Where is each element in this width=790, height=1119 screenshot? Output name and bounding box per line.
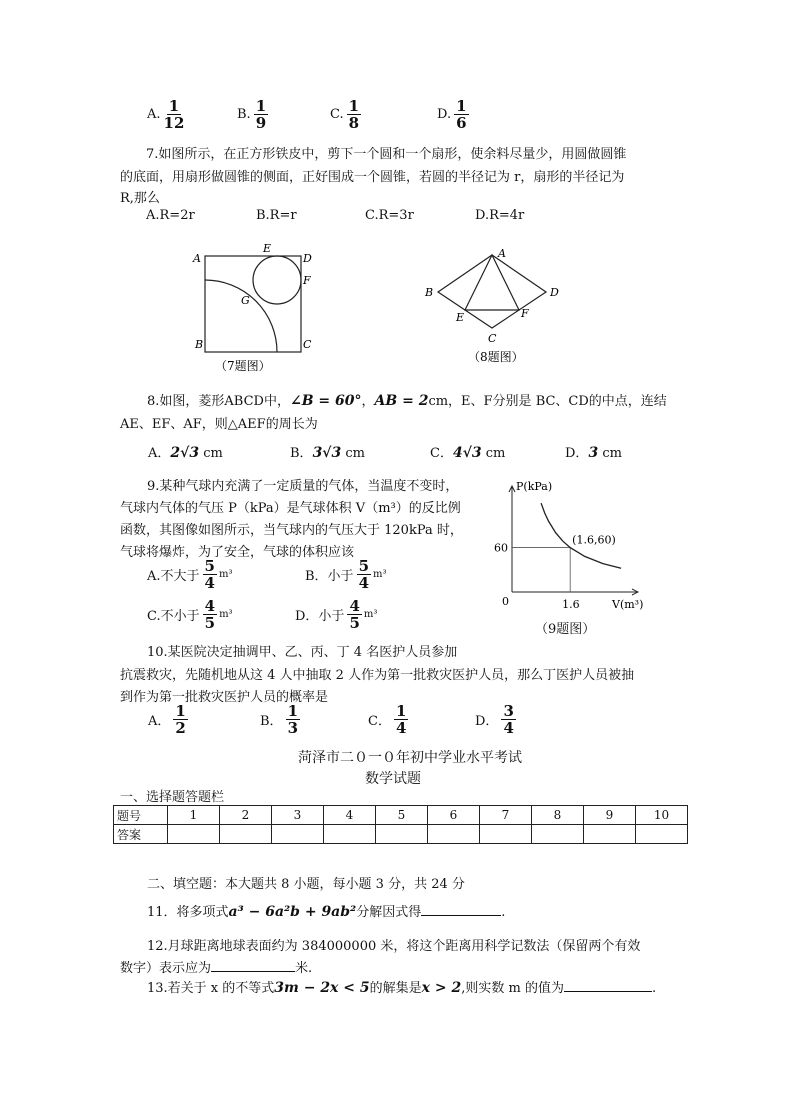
answer-cell[interactable]	[324, 825, 376, 844]
polynomial: a³ − 6a²b + 9ab²	[228, 904, 357, 920]
label-d: D	[303, 252, 312, 265]
rhombus	[438, 255, 546, 328]
q12-blank[interactable]	[211, 971, 295, 972]
label-f: F	[521, 307, 529, 320]
fraction: $\frac{1}{6}$	[456, 97, 467, 132]
q10-line2: 抗震救灾，先随机地从这 4 人中抽取 2 人作为第一批救灾医护人员，那么丁医护人员被抽	[120, 668, 635, 683]
q10-option-c: C． $\frac{1}{4}$	[368, 702, 407, 737]
label-c: C	[488, 332, 497, 345]
q6-option-d: D. $\frac{1}{6}$	[437, 97, 467, 132]
answer-cell[interactable]	[636, 825, 688, 844]
q11: 11．将多项式a³ − 6a²b + 9ab²分解因式得 .	[147, 904, 506, 920]
inequality: 3m − 2x < 5	[274, 980, 370, 996]
fraction: $\frac{5}{4}$	[358, 557, 369, 592]
q7-line2: 的底面，用扇形做圆锥的侧面，正好围成一个圆锥，若圆的半径记为 r，扇形的半径记为	[120, 170, 625, 185]
section1-title: 一、选择题答题栏	[120, 790, 225, 805]
label-d: D	[550, 286, 559, 299]
q10-line3: 到作为第一批救灾医护人员的概率是	[120, 690, 329, 705]
q9-option-a: A.不大于 $\frac{5}{4}$ m³	[147, 557, 233, 592]
label-b: B	[425, 286, 434, 299]
q8-option-c: C．4√3 cm	[430, 445, 506, 461]
table-number: 2	[220, 806, 272, 825]
fraction: $\frac{1}{12}$	[163, 97, 185, 132]
small-circle	[253, 256, 301, 304]
label-b: B	[195, 338, 204, 351]
q13: 13.若关于 x 的不等式3m − 2x < 5的解集是x > 2,则实数 m 的值为 .	[147, 980, 657, 996]
q9-caption: （9题图）	[535, 622, 596, 637]
q10-option-b: B． $\frac{1}{3}$	[260, 702, 298, 737]
point-annotation: (1.6,60)	[572, 533, 616, 547]
q6-option-b: B. $\frac{1}{9}$	[237, 97, 267, 132]
fraction: $\frac{1}{3}$	[287, 702, 298, 737]
angle-b: ∠B = 60°	[289, 393, 362, 409]
table-number: 5	[376, 806, 428, 825]
q9-chart	[490, 472, 650, 637]
q8-option-d: D．3 cm	[565, 445, 622, 461]
table-number: 4	[324, 806, 376, 825]
answer-cell[interactable]	[376, 825, 428, 844]
q8-line1: 8.如图，菱形ABCD中，∠B = 60°，AB = 2cm，E、F分别是 BC、CD的中点，连结	[147, 393, 667, 409]
q8-line2: AE、EF、AF，则△AEF的周长为	[120, 417, 318, 432]
q7-option-c: C.R=3r	[365, 208, 414, 223]
x-axis-label: V(m³)	[612, 598, 644, 611]
q13-blank[interactable]	[564, 991, 652, 992]
label-a: A	[498, 247, 506, 260]
table-number: 8	[532, 806, 584, 825]
exam-title: 菏泽市二０一０年初中学业水平考试	[298, 750, 522, 766]
q6-option-a: A. $\frac{1}{12}$	[147, 97, 185, 132]
y-axis-label: P(kPa)	[516, 480, 553, 493]
q7-line3: R,那么	[120, 191, 160, 206]
side-ab: AB = 2	[374, 393, 429, 409]
table-number: 6	[428, 806, 480, 825]
q9-line3: 函数，其图像如图所示，当气球内的气压大于 120kPa 时，	[120, 523, 463, 538]
answer-cell[interactable]	[480, 825, 532, 844]
fraction: $\frac{4}{5}$	[204, 597, 216, 632]
table-number: 10	[636, 806, 688, 825]
answer-cell[interactable]	[272, 825, 324, 844]
label-g: G	[241, 294, 250, 307]
exam-subtitle: 数学试题	[365, 771, 421, 787]
sector-arc	[205, 280, 277, 352]
table-answer-label: 答案	[114, 825, 168, 844]
q9-line1: 9.某种气球内充满了一定质量的气体，当温度不变时，	[147, 479, 459, 494]
q9-line4: 气球将爆炸，为了安全，气球的体积应该	[120, 545, 355, 560]
label-f: F	[303, 274, 311, 287]
answer-cell[interactable]	[584, 825, 636, 844]
fraction: $\frac{4}{5}$	[349, 597, 360, 632]
q9-option-b: B．小于 $\frac{5}{4}$ m³	[305, 557, 387, 592]
fraction: $\frac{1}{9}$	[255, 97, 267, 132]
fraction: $\frac{5}{4}$	[204, 557, 215, 592]
label-e: E	[263, 242, 272, 255]
q9-line2: 气球内气体的气压 P（kPa）是气球体积 V（m³）的反比例	[120, 501, 461, 516]
fraction: $\frac{3}{4}$	[503, 702, 514, 737]
q7-figure	[185, 240, 315, 380]
table-answer-row	[114, 825, 688, 844]
label-a: A	[193, 252, 201, 265]
answer-cell[interactable]	[168, 825, 220, 844]
answer-cell[interactable]	[532, 825, 584, 844]
q11-blank[interactable]	[421, 915, 501, 916]
solution-set: x > 2	[421, 980, 462, 996]
table-header-row	[114, 806, 688, 825]
fraction: $\frac{1}{2}$	[175, 702, 186, 737]
q8-option-a: A．2√3 cm	[148, 445, 223, 461]
q7-option-a: A.R=2r	[146, 208, 195, 223]
table-number: 1	[168, 806, 220, 825]
table-number: 9	[584, 806, 636, 825]
fraction: $\frac{1}{8}$	[348, 97, 360, 132]
triangle-aef	[465, 255, 519, 310]
section2-title: 二、填空题：本大题共 8 小题，每小题 3 分，共 24 分	[147, 877, 465, 892]
q12-line1: 12.月球距离地球表面约为 384000000 米，将这个距离用科学记数法（保留两个有效	[147, 939, 641, 954]
answer-cell[interactable]	[220, 825, 272, 844]
q12-line2: 数字）表示应为 米.	[120, 961, 313, 976]
q7-line1: 7.如图所示，在正方形铁皮中，剪下一个圆和一个扇形，使余料尽量少，用圆做圆锥	[146, 147, 627, 162]
y-tick-label: 60	[494, 541, 508, 555]
fraction: $\frac{1}{4}$	[395, 702, 407, 737]
q6-option-c: C. $\frac{1}{8}$	[330, 97, 360, 132]
q8-figure	[420, 245, 570, 370]
q10-option-d: D． $\frac{3}{4}$	[475, 702, 514, 737]
q7-option-d: D.R=4r	[475, 208, 525, 223]
table-header-label: 题号	[114, 806, 168, 825]
table-number: 7	[480, 806, 532, 825]
q7-caption: （7题图）	[215, 359, 271, 373]
q9-option-c: C.不小于 $\frac{4}{5}$ m³	[147, 597, 233, 632]
answer-cell[interactable]	[428, 825, 480, 844]
q8-caption: （8题图）	[468, 350, 524, 364]
label-c: C	[303, 338, 312, 351]
q9-option-d: D．小于 $\frac{4}{5}$ m³	[295, 597, 378, 632]
label-e: E	[456, 311, 465, 324]
square	[205, 256, 301, 352]
x-tick-label: 1.6	[562, 598, 580, 611]
origin-label: 0	[502, 595, 509, 608]
q10-option-a: A． $\frac{1}{2}$	[148, 702, 186, 737]
q8-option-b: B．3√3 cm	[290, 445, 365, 461]
q7-option-b: B.R=r	[256, 208, 297, 223]
q10-line1: 10.某医院决定抽调甲、乙、丙、丁 4 名医护人员参加	[147, 645, 458, 660]
table-number: 3	[272, 806, 324, 825]
answer-table	[113, 805, 688, 844]
